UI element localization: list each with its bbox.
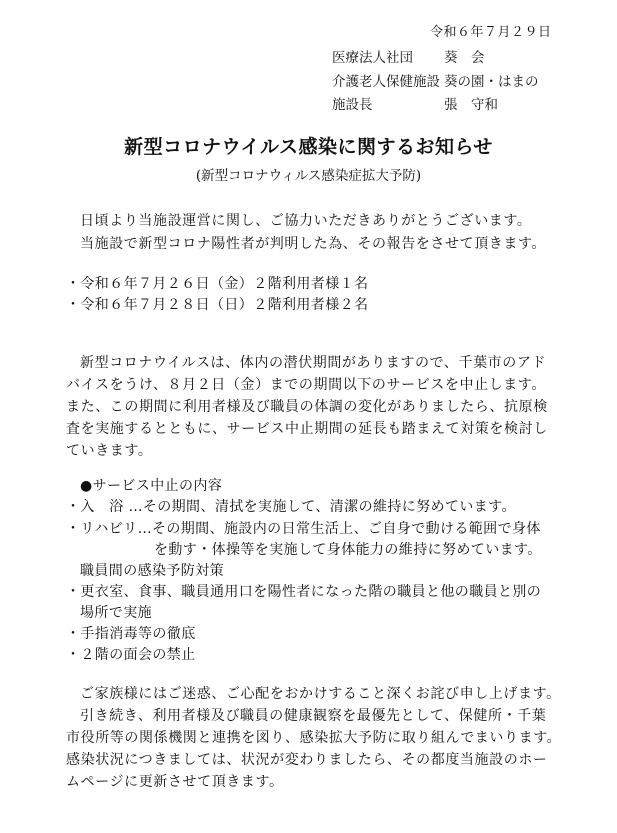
intro-line: 当施設で新型コロナ陽性者が判明した為、その報告をさせて頂きます。 [80, 236, 547, 252]
case-item: ・令和６年７月２６日（金）２階利用者様１名 [66, 276, 369, 292]
issue-date: 令和６年７月２９日 [430, 25, 552, 40]
notice-line: 新型コロナウイルスは、体内の潜伏期間がありますので、千葉市のアド [80, 355, 547, 371]
staff-measure-item: ・手指消毒等の徹底 [66, 626, 196, 642]
staff-measure-item-continued: 場所で実施 [80, 605, 152, 621]
services-heading: ●サービス中止の内容 [80, 478, 223, 494]
issuer-director [332, 99, 498, 113]
closing-line: 市役所等の関係機関と連携を図り、感染拡大予防に取り組んでまいります。 [66, 730, 562, 746]
intro-line: 日頃より当施設運営に関し、ご協力いただきありがとうございます。 [80, 213, 532, 229]
issuer-name: 葵の園・はまの [444, 74, 539, 90]
notice-line: ていきます。 [66, 443, 153, 459]
issuer-name: 葵 会 [444, 50, 485, 66]
notice-line: また、この期間に利用者様及び職員の体調の変化がありましたら、抗原検 [66, 399, 548, 415]
case-item: ・令和６年７月２８日（日）２階利用者様２名 [66, 297, 369, 313]
closing-line: ムページに更新させて頂きます。 [66, 774, 284, 790]
page-subtitle: (新型コロナウィルス感染症拡大予防) [195, 168, 422, 184]
closing-line: ご家族様にはご迷惑、ご心配をおかけすること深くお詫び申し上げます。 [80, 686, 561, 702]
staff-measures-heading: 職員間の感染予防対策 [80, 563, 224, 579]
issuer-label: 医療法人社団 [332, 50, 413, 66]
notice-line: バイスをうけ、８月２日（金）までの期間以下のサービスを中止します。 [66, 377, 546, 393]
issuer-facility [332, 76, 539, 90]
notice-line: 査を実施するとともに、サービス中止期間の延長も踏まえて対策を検討し [66, 421, 548, 437]
staff-measure-item: ・更衣室、食事、職員通用口を陽性者になった階の職員と他の職員と別の [66, 584, 542, 600]
issuer-label: 介護老人保健施設 [332, 74, 440, 90]
service-item-continued: を動す・体操等を実施して身体能力の維持に努めています。 [154, 542, 542, 558]
staff-measure-item: ・２階の面会の禁止 [66, 647, 196, 663]
closing-line: 感染状況につきましては、状況が変わりましたら、その都度当施設のホー [66, 752, 548, 768]
issuer-label: 施設長 [332, 97, 373, 113]
service-item: ・リハビリ…その期間、施設内の日常生活上、ご自身で動ける範囲で身体 [66, 521, 541, 537]
service-item: ・入 浴 …その期間、清拭を実施して、清潔の維持に努めています。 [66, 499, 516, 515]
issuer-name: 張 守和 [444, 97, 498, 113]
page-title: 新型コロナウイルス感染に関するお知らせ [124, 136, 493, 158]
closing-line: 引き続き、利用者様及び職員の健康観察を最優先として、保健所・千葉 [80, 708, 547, 724]
issuer-organization [332, 52, 485, 66]
